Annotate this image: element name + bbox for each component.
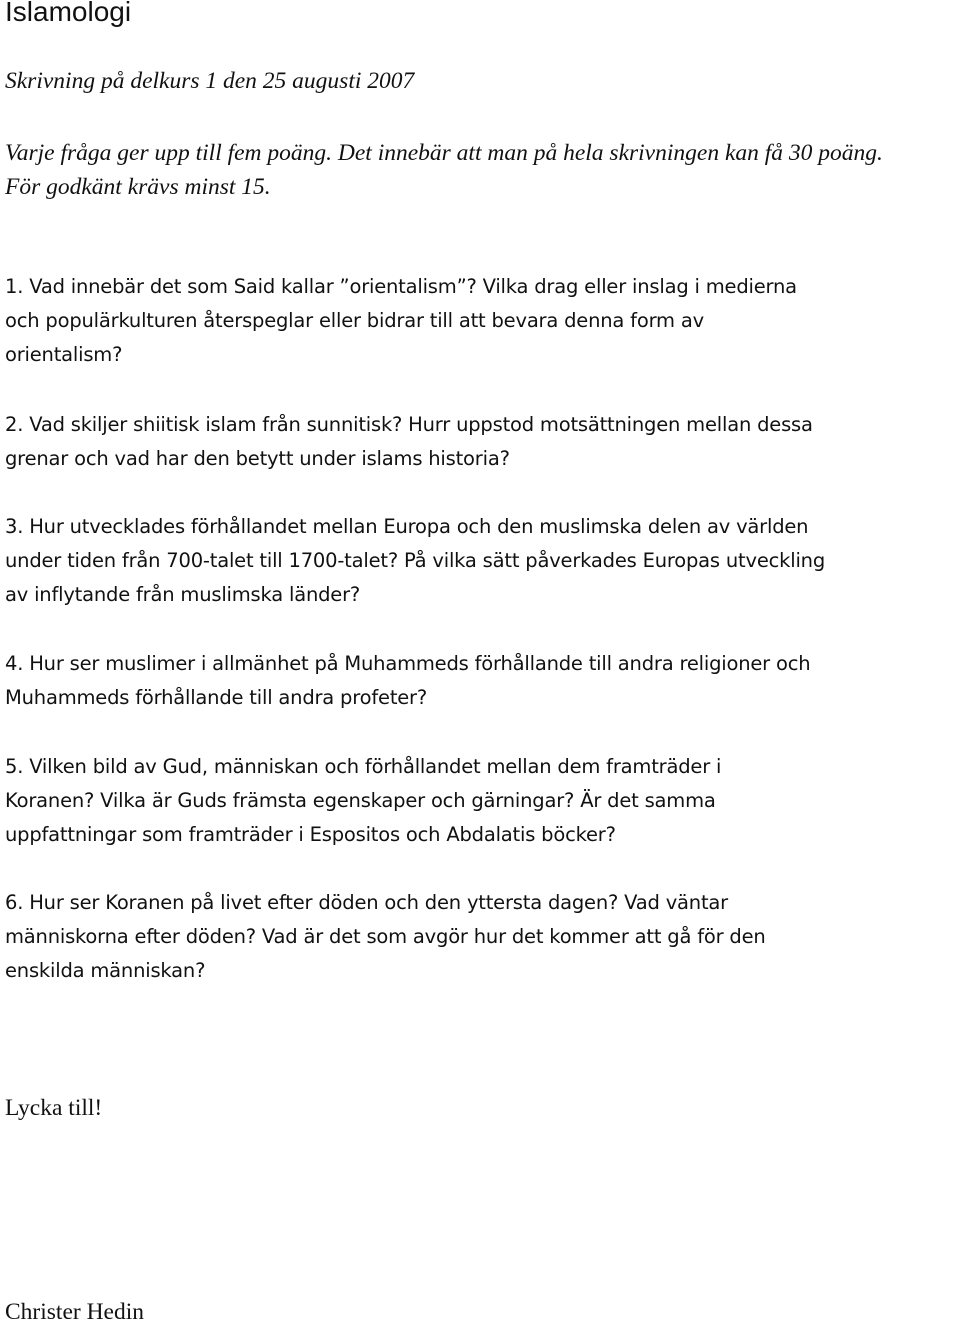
question-line: Koranen? Vilka är Guds främsta egenskaper och gärningar? Är det samma xyxy=(5,789,716,812)
closing-remark: Lycka till! xyxy=(5,1095,103,1121)
instructions-line: För godkänt krävs minst 15. xyxy=(5,174,271,200)
question-line: och populärkulturen återspeglar eller bidrar till att bevara denna form av xyxy=(5,309,704,332)
question-line: 1. Vad innebär det som Said kallar ”orientalism”? Vilka drag eller inslag i medierna xyxy=(5,275,797,298)
question-line: Muhammeds förhållande till andra profeter? xyxy=(5,686,428,709)
exam-subtitle: Skrivning på delkurs 1 den 25 augusti 2007 xyxy=(5,68,415,94)
question-line: uppfattningar som framträder i Espositos och Abdalatis böcker? xyxy=(5,823,616,846)
question-line: människorna efter döden? Vad är det som avgör hur det kommer att gå för den xyxy=(5,925,766,948)
question-3 xyxy=(5,510,825,612)
question-4 xyxy=(5,647,810,715)
question-6 xyxy=(5,886,766,988)
question-line: 5. Vilken bild av Gud, människan och förhållandet mellan dem framträder i xyxy=(5,755,722,778)
question-line: 3. Hur utvecklades förhållandet mellan Europa och den muslimska delen av världen xyxy=(5,515,809,538)
author-signature: Christer Hedin xyxy=(5,1299,145,1325)
question-1 xyxy=(5,270,957,372)
question-line: enskilda människan? xyxy=(5,959,206,982)
question-line: 2. Vad skiljer shiitisk islam från sunnitisk? Hurr uppstod motsättningen mellan dessa xyxy=(5,413,813,436)
question-2 xyxy=(5,408,813,476)
question-line: 4. Hur ser muslimer i allmänhet på Muhammeds förhållande till andra religioner och xyxy=(5,652,811,675)
instructions-line: Varje fråga ger upp till fem poäng. Det innebär att man på hela skrivningen kan få 30 poäng. xyxy=(5,140,883,166)
question-line: under tiden från 700-talet till 1700-talet? På vilka sätt påverkades Europas utveckling xyxy=(5,549,825,572)
question-line: av inflytande från muslimska länder? xyxy=(5,583,361,606)
exam-instructions xyxy=(5,136,955,204)
question-line: orientalism? xyxy=(5,343,123,366)
question-line: 6. Hur ser Koranen på livet efter döden och den yttersta dagen? Vad väntar xyxy=(5,891,728,914)
question-5 xyxy=(5,750,721,852)
question-line: grenar och vad har den betytt under islams historia? xyxy=(5,447,510,470)
page-title: Islamologi xyxy=(5,0,132,27)
